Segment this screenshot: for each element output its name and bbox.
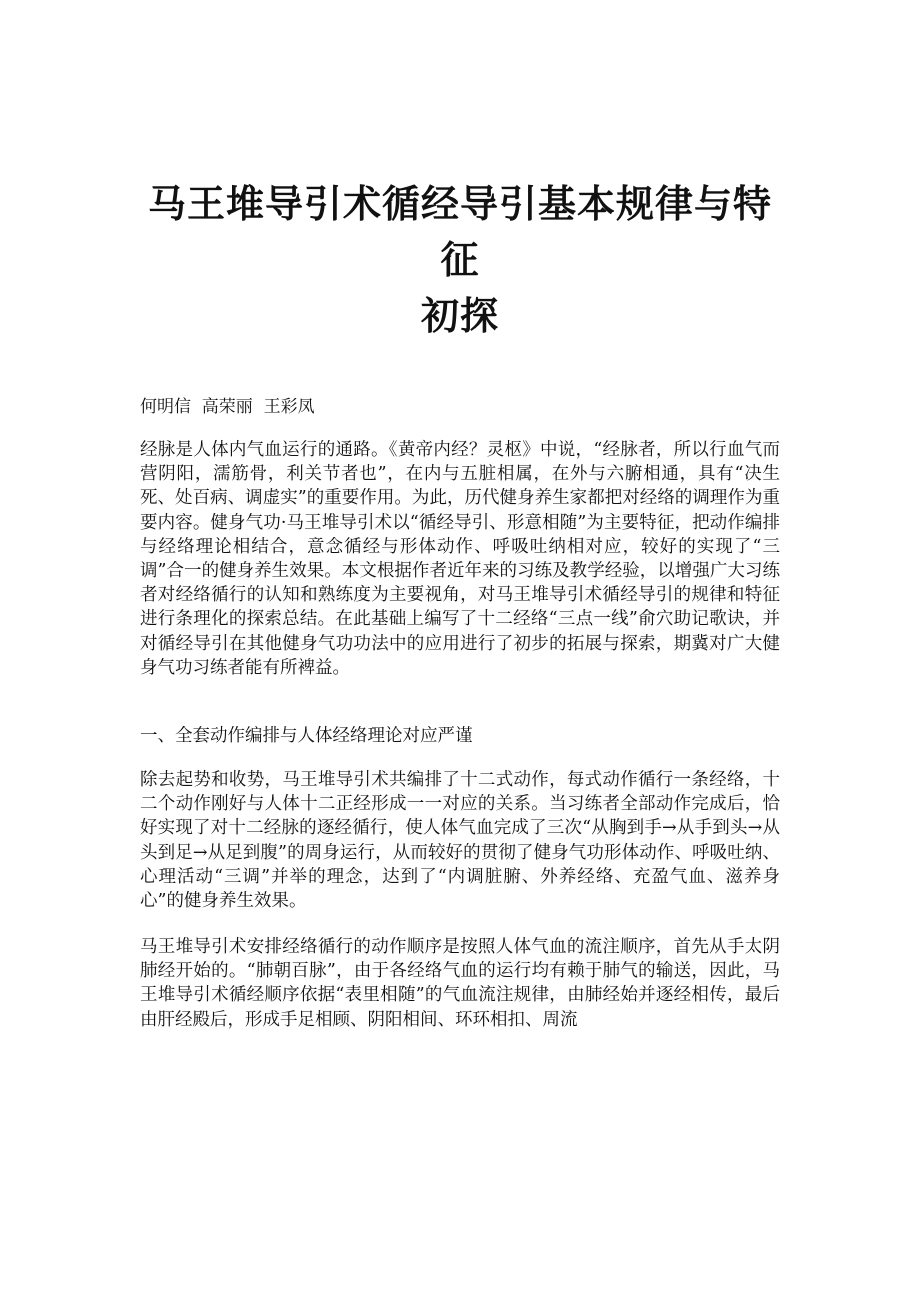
intro-paragraph: 经脉是人体内气血运行的通路。《黄帝内经？灵枢》中说，“经脉者，所以行血气而营阴阳，濡筋骨，利关节者也”，在内与五脏相属，在外与六腑相通，具有“决生死、处百病、调虚实”的重要作用。为此，历代健身养生家都把对经络的调理作为重要内容。健身气功·马王堆导引术以“循经导引、形意相随”为主要特征，把动作编排与经络理论相结合，意念循经与形体动作、呼吸吐纳相对应，较好的实现了“三调”合一的健身养生效果。本文根据作者近年来的习练及教学经验，以增强广大习练者对经络循行的认知和熟练度为主要视角，对马王堆导引术循经导引的规律和特征进行条理化的探索总结。在此基础上编写了十二经络“三点一线”俞穴助记歌诀，并对循经导引在其他健身气功功法中的应用进行了初步的拓展与探索，期冀对广大健身气功习练者能有所裨益。 — [140, 440, 780, 678]
document-title — [140, 176, 780, 344]
section-1-paragraph-2: 马王堆导引术安排经络循行的动作顺序是按照人体气血的流注顺序，首先从手太阴肺经开始的。“肺朝百脉”，由于各经络气血的运行均有赖于肺气的输送，因此，马王堆导引术循经顺序依据“表里相随”的气血流注规律，由肺经始并逐经相传，最后由肝经殿后，形成手足相顾、阴阳相间、环环相扣、周流 — [140, 937, 780, 1030]
section-heading-1: 一、全套动作编排与人体经络理论对应严谨 — [140, 726, 473, 746]
title-line-2: 初探 — [420, 294, 499, 338]
section-1-paragraph-1: 除去起势和收势，马王堆导引术共编排了十二式动作，每式动作循行一条经络，十二个动作刚好与人体十二正经形成一一对应的关系。当习练者全部动作完成后，恰好实现了对十二经脉的逐经循行，使人体气血完成了三次“从胸到手→从手到头→从头到足→从足到腹”的周身运行，从而较好的贯彻了健身气功形体动作、呼吸吐纳、心理活动“三调”并举的理念，达到了“内调脏腑、外养经络、充盈气血、滋养身心”的健身养生效果。 — [140, 770, 780, 912]
authors-line: 何明信 高荣丽 王彩凤 — [140, 397, 315, 417]
title-line-1: 马王堆导引术循经导引基本规律与特征 — [147, 182, 772, 282]
